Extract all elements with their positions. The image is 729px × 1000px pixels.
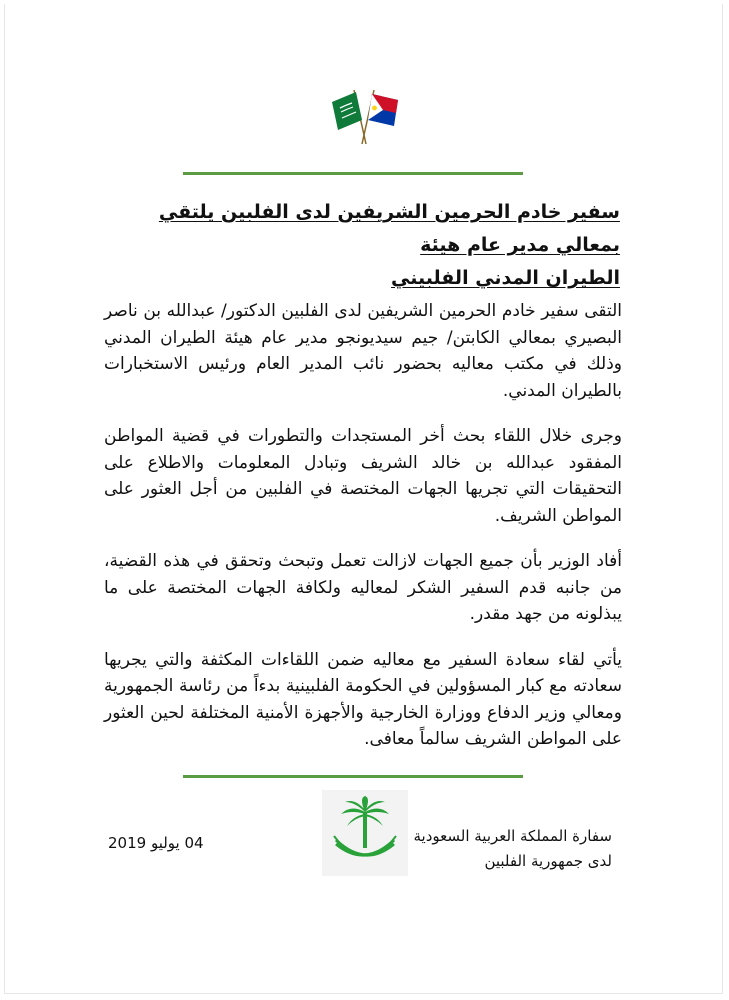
document-body [104,298,622,772]
signature-line-2: لدى جمهورية الفلبين [484,852,612,870]
palm-swords-emblem-icon [322,790,408,876]
top-divider [183,172,523,175]
bottom-divider [183,775,523,778]
paragraph-4: يأتي لقاء سعادة السفير مع معاليه ضمن اللقاءات المكثفة والتي يجريها سعادته مع كبار المسؤولين في الحكومة الفلبينية بدءاً من رئاسة الجمهورية ومعالي وزير الدفاع ووزارة الخارجية والأجهزة الأمنية المختلفة لحين العثور على المواطن الشريف سالماً معافى. [104,649,622,749]
crossed-flags-icon [328,86,400,146]
document-title [100,196,620,295]
title-line-2: الطيران المدني الفلبيني [391,267,620,289]
paragraph-3: أفاد الوزير بأن جميع الجهات لازالت تعمل وتبحث وتحقق في هذه القضية، من جانبه قدم السفير الشكر لمعاليه ولكافة الجهات المختصة على ما يبذلونه من جهد مقدر. [104,551,622,624]
signature-line-1: سفارة المملكة العربية السعودية [413,827,612,845]
philippine-flag-icon [362,90,398,144]
embassy-signature [412,824,612,874]
paragraph-1: التقى سفير خادم الحرمين الشريفين لدى الفلبين الدكتور/ عبدالله بن ناصر البصيري بمعالي الكابتن/ جيم سيديونجو مدير عام هيئة الطيران المدني وذلك في مكتب معاليه بحضور نائب المدير العام ورئيس الاستخبارات بالطيران المدني. [104,301,622,401]
document-date: 04 يوليو 2019 [108,834,204,852]
saudi-flag-icon [332,90,366,144]
paragraph-2: وجرى خلال اللقاء بحث أخر المستجدات والتطورات في قضية المواطن المفقود عبدالله بن خالد الشريف وتبادل المعلومات والاطلاع على التحقيقات التي تجريها الجهات المختصة في الفلبين من أجل العثور على المواطن الشريف. [104,426,622,526]
title-line-1: سفير خادم الحرمين الشريفين لدى الفلبين يلتقي بمعالي مدير عام هيئة [158,201,620,256]
